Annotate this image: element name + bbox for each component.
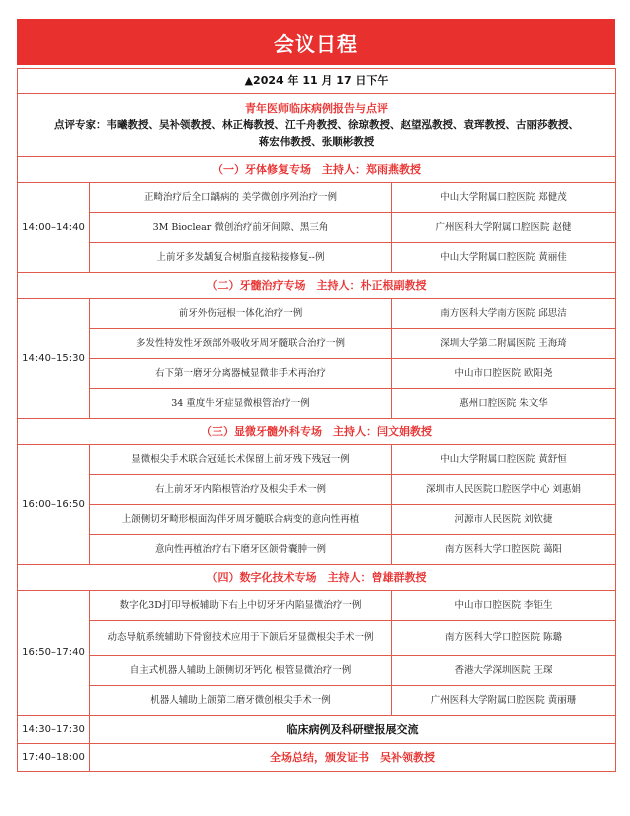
talk-topic: 前牙外伤冠根一体化治疗一例: [90, 299, 392, 329]
talk-row: [18, 445, 616, 475]
talk-row: [18, 686, 616, 716]
talk-speaker: 中山大学附属口腔医院 郑健茂: [392, 183, 616, 213]
section-heading: （二）牙髓治疗专场 主持人：朴正根副教授: [18, 273, 616, 299]
poster-session-row: [18, 716, 616, 744]
talk-speaker: 南方医科大学口腔医院 陈璐: [392, 621, 616, 656]
section-heading: （三）显微牙髓外科专场 主持人：闫文娟教授: [18, 419, 616, 445]
summary-row: [18, 744, 616, 772]
intro-title: 青年医师临床病例报告与点评: [245, 101, 389, 115]
talk-topic: 上颌侧切牙畸形根面沟伴牙周牙髓联合病变的意向性再植: [90, 505, 392, 535]
talk-row: [18, 656, 616, 686]
section-time: 14:00–14:40: [18, 183, 90, 273]
talk-speaker: 中山市口腔医院 欧阳尧: [392, 359, 616, 389]
talk-topic: 动态导航系统辅助下骨窗技术应用于下颌后牙显微根尖手术一例: [90, 621, 392, 656]
closing-event: 临床病例及科研壁报展交流: [90, 716, 616, 744]
section-time: 16:50–17:40: [18, 591, 90, 716]
closing-time: 14:30–17:30: [18, 716, 90, 744]
intro-experts-line1: 点评专家：韦曦教授、吴补领教授、林正梅教授、江千舟教授、徐琼教授、赵望泓教授、袁珲教授、古丽莎教授、: [54, 118, 580, 131]
schedule-title: 会议日程: [17, 19, 615, 65]
talk-topic: 数字化3D打印导板辅助下右上中切牙牙内陷显微治疗一例: [90, 591, 392, 621]
talk-row: [18, 621, 616, 656]
talk-topic: 意向性再植治疗右下磨牙区颌骨囊肿一例: [90, 535, 392, 565]
schedule-table: [17, 68, 616, 772]
closing-event: 全场总结，颁发证书 吴补领教授: [90, 744, 616, 772]
talk-row: [18, 329, 616, 359]
talk-topic: 显微根尖手术联合冠延长术保留上前牙残下残冠一例: [90, 445, 392, 475]
talk-speaker: 深圳大学第二附属医院 王海琦: [392, 329, 616, 359]
talk-row: [18, 243, 616, 273]
date-line: ▲2024 年 11 月 17 日下午: [18, 69, 616, 94]
talk-topic: 上前牙多发龋复合树脂直接粘接修复--例: [90, 243, 392, 273]
talk-speaker: 香港大学深圳医院 王琛: [392, 656, 616, 686]
talk-topic: 3M Bioclear 微创治疗前牙间隙、黑三角: [90, 213, 392, 243]
section-heading-row: [18, 419, 616, 445]
section-heading-row: [18, 565, 616, 591]
talk-row: [18, 359, 616, 389]
date-row: [18, 69, 616, 94]
talk-row: [18, 213, 616, 243]
talk-topic: 自主式机器人辅助上颌侧切牙钙化 根管显微治疗一例: [90, 656, 392, 686]
talk-speaker: 中山大学附属口腔医院 黄丽佳: [392, 243, 616, 273]
talk-speaker: 惠州口腔医院 朱文华: [392, 389, 616, 419]
section-heading: （一）牙体修复专场 主持人：郑雨燕教授: [18, 157, 616, 183]
talk-speaker: 广州医科大学附属口腔医院 黄丽珊: [392, 686, 616, 716]
talk-speaker: 中山大学附属口腔医院 黄舒恒: [392, 445, 616, 475]
talk-row: [18, 475, 616, 505]
section-heading-row: [18, 273, 616, 299]
talk-speaker: 深圳市人民医院口腔医学中心 刘惠娟: [392, 475, 616, 505]
talk-speaker: 河源市人民医院 刘钦捷: [392, 505, 616, 535]
talk-topic: 机器人辅助上颌第二磨牙微创根尖手术一例: [90, 686, 392, 716]
talk-speaker: 中山市口腔医院 李钜生: [392, 591, 616, 621]
talk-speaker: 南方医科大学南方医院 邱思洁: [392, 299, 616, 329]
talk-row: [18, 299, 616, 329]
talk-topic: 正畸治疗后全口龋病的 美学微创序列治疗一例: [90, 183, 392, 213]
talk-topic: 右上前牙牙内陷根管治疗及根尖手术一例: [90, 475, 392, 505]
talk-row: [18, 183, 616, 213]
talk-row: [18, 389, 616, 419]
intro-row: [18, 94, 616, 157]
talk-speaker: 南方医科大学口腔医院 蔼阳: [392, 535, 616, 565]
talk-row: [18, 535, 616, 565]
talk-topic: 右下第一磨牙分离器械显微非手术再治疗: [90, 359, 392, 389]
talk-topic: 34 重度牛牙症显微根管治疗一例: [90, 389, 392, 419]
intro-experts-line2: 蒋宏伟教授、张顺彬教授: [258, 135, 375, 148]
talk-row: [18, 591, 616, 621]
section-time: 16:00–16:50: [18, 445, 90, 565]
section-heading-row: [18, 157, 616, 183]
section-time: 14:40–15:30: [18, 299, 90, 419]
talk-row: [18, 505, 616, 535]
talk-topic: 多发性特发性牙颈部外吸收牙周牙髓联合治疗一例: [90, 329, 392, 359]
talk-speaker: 广州医科大学附属口腔医院 赵健: [392, 213, 616, 243]
section-heading: （四）数字化技术专场 主持人：曾雄群教授: [18, 565, 616, 591]
closing-time: 17:40–18:00: [18, 744, 90, 772]
